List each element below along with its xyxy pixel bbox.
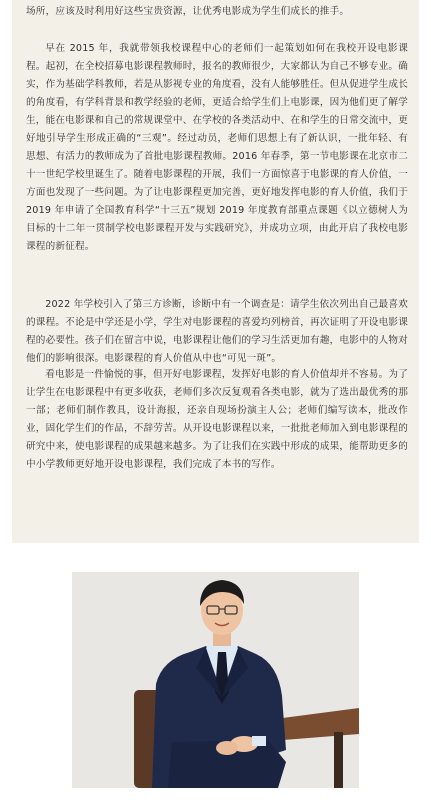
paragraph-intro-tail: 场所，应该及时利用好这些宝贵资源，让优秀电影成为学生们成长的推手。 (26, 6, 350, 17)
author-portrait-illustration (72, 572, 359, 788)
paragraph-2015-history: 早在 2015 年，我就带领我校课程中心的老师们一起策划如何在我校开设电影课程。起初，在全校招募电影课程教师时，报名的教师很少，大家都认为自己不够专业。确实，作为基础学科教师，若是从影视专业的角度看，没有人能够胜任。但从促进学生成长的角度看，有学科背景和教学经验的老师，更适合给学生们上电影课，因为他们更了解学生，能在电影课和自己的常规课堂中、在学校的各类活动中、在和学生的日常交流中，更好地引导学生形成正确的“三观”。经过动员，老师们思想上有了新认识，一批年轻、有思想、有活力的教师成为了首批电影课程教师。2016 年春季，第一节电影课在北京市二十一世纪学校里诞生了。随着电影课程的开展，我们一方面惊喜于电影课的育人价值，一方面也发现了一些问题。为了让电影课程更加完善，更好地发挥电影的育人价值，我们于 2019 年申请了全国教育科学“十三五”规划 2019 年度教育部重点课题《以立德树人为目标的十二年一贯制学校电影课程开发与实践研究》，并成功立项，由此开启了我校电影课程的新征程。 (26, 43, 408, 252)
paragraph-2022-survey: 2022 年学校引入了第三方诊断，诊断中有一个调查是：请学生依次列出自己最喜欢的课程。不论是中学还是小学，学生对电影课程的喜爱均列榜首，再次证明了开设电影课程的必要性。孩子们在留言中说，电影课程让他们的学习生活更加有趣，电影中的人物对他们的影响很深。电影课程的育人价值从中也“可见一斑”。 (26, 299, 408, 364)
author-portrait-photo (72, 572, 359, 788)
paragraph-writing-purpose: 看电影是一件愉悦的事，但开好电影课程，发挥好电影的育人价值却并不容易。为了让学生在电影课程中有更多收获，老师们多次反复观看各类电影，就为了选出最优秀的那一部；老师们制作教具，设计海报，还亲自现场扮演主人公；老师们编写读本，批改作业，固化学生们的作品，不辞劳苦。从开设电影课程以来，一批批老师加入到电影课程的研究中来，使电影课程的成果越来越多。为了让我们在实践中形成的成果，能帮助更多的中小学教师更好地开设电影课程，我们完成了本书的写作。 (26, 369, 408, 470)
article-text-block (12, 0, 419, 543)
